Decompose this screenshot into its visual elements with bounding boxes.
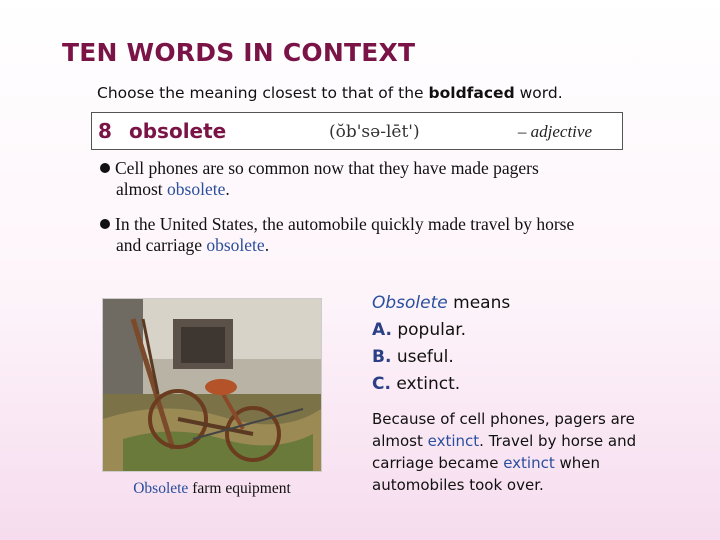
option-letter: B. — [372, 347, 392, 367]
instructions-bold: boldfaced — [428, 84, 515, 102]
option-a[interactable] — [372, 317, 510, 344]
sentence-line2 — [100, 179, 539, 200]
explanation-part: when automobiles took over. — [372, 454, 600, 494]
sentence-prefix: and carriage — [116, 235, 207, 255]
instructions-before: Choose the meaning closest to that of the — [97, 84, 424, 102]
photo-caption — [102, 480, 322, 498]
caption-rest: farm equipment — [188, 480, 291, 497]
page-title: TEN WORDS IN CONTEXT — [62, 38, 416, 67]
sentence-target-word: obsolete — [206, 235, 265, 255]
option-text: popular. — [391, 320, 467, 340]
explanation-part: . Travel by horse and carriage became — [372, 432, 637, 472]
pronunciation: (ŏb'sə-lēt') — [329, 122, 420, 142]
part-of-speech: – adjective — [517, 122, 592, 141]
example-sentence-1 — [100, 158, 539, 200]
option-text: useful. — [391, 347, 454, 367]
bullet-icon — [100, 219, 110, 229]
quiz-word: Obsolete — [372, 293, 448, 313]
option-b[interactable] — [372, 344, 510, 371]
option-letter: A. — [372, 320, 392, 340]
quiz-prompt-rest: means — [447, 293, 511, 313]
bullet-icon — [100, 163, 110, 173]
explanation-part: Because of cell phones, pagers are almost — [372, 410, 635, 450]
explanation-word: extinct — [427, 432, 480, 450]
sentence-suffix: . — [264, 235, 270, 255]
sentence-line1: Cell phones are so common now that they have made pagers — [115, 158, 539, 178]
sentence-suffix: . — [225, 179, 230, 199]
caption-word: Obsolete — [133, 480, 189, 497]
instructions-after: word. — [519, 84, 563, 102]
vocab-word: obsolete — [129, 119, 227, 143]
sentence-line1: In the United States, the automobile quickly made travel by horse — [115, 214, 575, 234]
option-letter: C. — [372, 374, 391, 394]
instructions — [97, 84, 563, 102]
sentence-prefix: almost — [116, 179, 168, 199]
sentence-line2 — [100, 235, 574, 256]
farm-equipment-photo — [102, 298, 322, 472]
explanation-word: extinct — [503, 454, 555, 472]
example-sentence-2 — [100, 214, 574, 256]
option-text: extinct. — [390, 374, 461, 394]
quiz-prompt — [372, 290, 510, 317]
vocab-word-box — [91, 112, 623, 150]
quiz-question — [372, 290, 510, 398]
word-number: 8 — [98, 119, 112, 143]
answer-explanation — [372, 408, 672, 496]
sentence-target-word: obsolete — [167, 179, 226, 199]
option-c[interactable] — [372, 371, 510, 398]
